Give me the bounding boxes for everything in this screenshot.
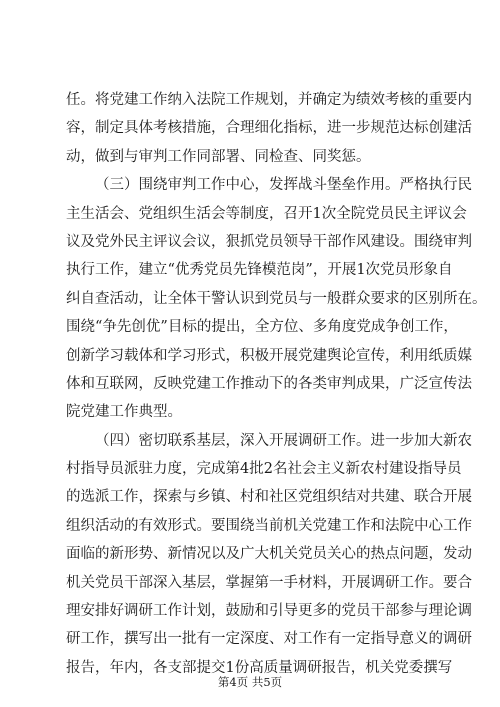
body-line: 研工作，撰写出一批有一定深度、对工作有一定指导意义的调研 (66, 631, 472, 648)
body-line: 院党建工作典型。 (66, 404, 182, 421)
body-line: 动，做到与审判工作同部署、同检查、同奖惩。 (66, 148, 371, 165)
body-line: 的选派工作，探索与乡镇、村和社区党组织结对共建、联合开展 (66, 489, 472, 506)
body-line: 体和互联网，反映党建工作推动下的各类审判成果，广泛宣传法 (66, 375, 472, 392)
body-line: 创新学习载体和学习形式，积极开展党建舆论宣传，利用纸质媒 (66, 347, 472, 364)
body-line: 面临的新形势、新情况以及广大机关党员关心的热点问题，发动 (66, 546, 472, 563)
paragraph-start-line: （四）密切联系基层，深入开展调研工作。进一步加大新农 (95, 432, 472, 449)
body-line: 任。将党建工作纳入法院工作规划，并确定为绩效考核的重要内 (66, 92, 472, 108)
paragraph-start-line: （三）围绕审判工作中心，发挥战斗堡垒作用。严格执行民 (95, 177, 472, 194)
body-line: 组织活动的有效形式。要围绕当前机关党建工作和法院中心工作 (66, 517, 472, 534)
body-line: 村指导员派驻力度，完成第4批2名社会主义新农村建设指导员 (66, 461, 462, 478)
body-line: 报告，年内，各支部提交1份高质量调研报告，机关党委撰写 (66, 659, 453, 676)
body-line: 纠自查活动，让全体干警认识到党员与一般群众要求的区别所在。 (66, 290, 487, 307)
body-line: 执行工作，建立“优秀党员先锋模范岗”，开展1次党员形象自 (66, 262, 453, 279)
body-line: 围绕“争先创优”目标的提出，全方位、多角度党成争创工作， (66, 319, 458, 336)
body-line: 容，制定具体考核措施，合理细化指标，进一步规范达标创建活 (66, 120, 472, 137)
body-line: 主生活会、党组织生活会等制度，召开1次全院党员民主评议会 (66, 205, 467, 222)
page-number-footer: 第4页 共5页 (217, 675, 283, 689)
body-line: 理安排好调研工作计划，鼓励和引导更多的党员干部参与理论调 (66, 603, 472, 620)
body-line: 机关党员干部深入基层，掌握第一手材料，开展调研工作。要合 (66, 574, 472, 591)
body-line: 议及党外民主评议会议，狠抓党员领导干部作风建设。围绕审判 (66, 233, 472, 250)
document-body (66, 86, 487, 682)
